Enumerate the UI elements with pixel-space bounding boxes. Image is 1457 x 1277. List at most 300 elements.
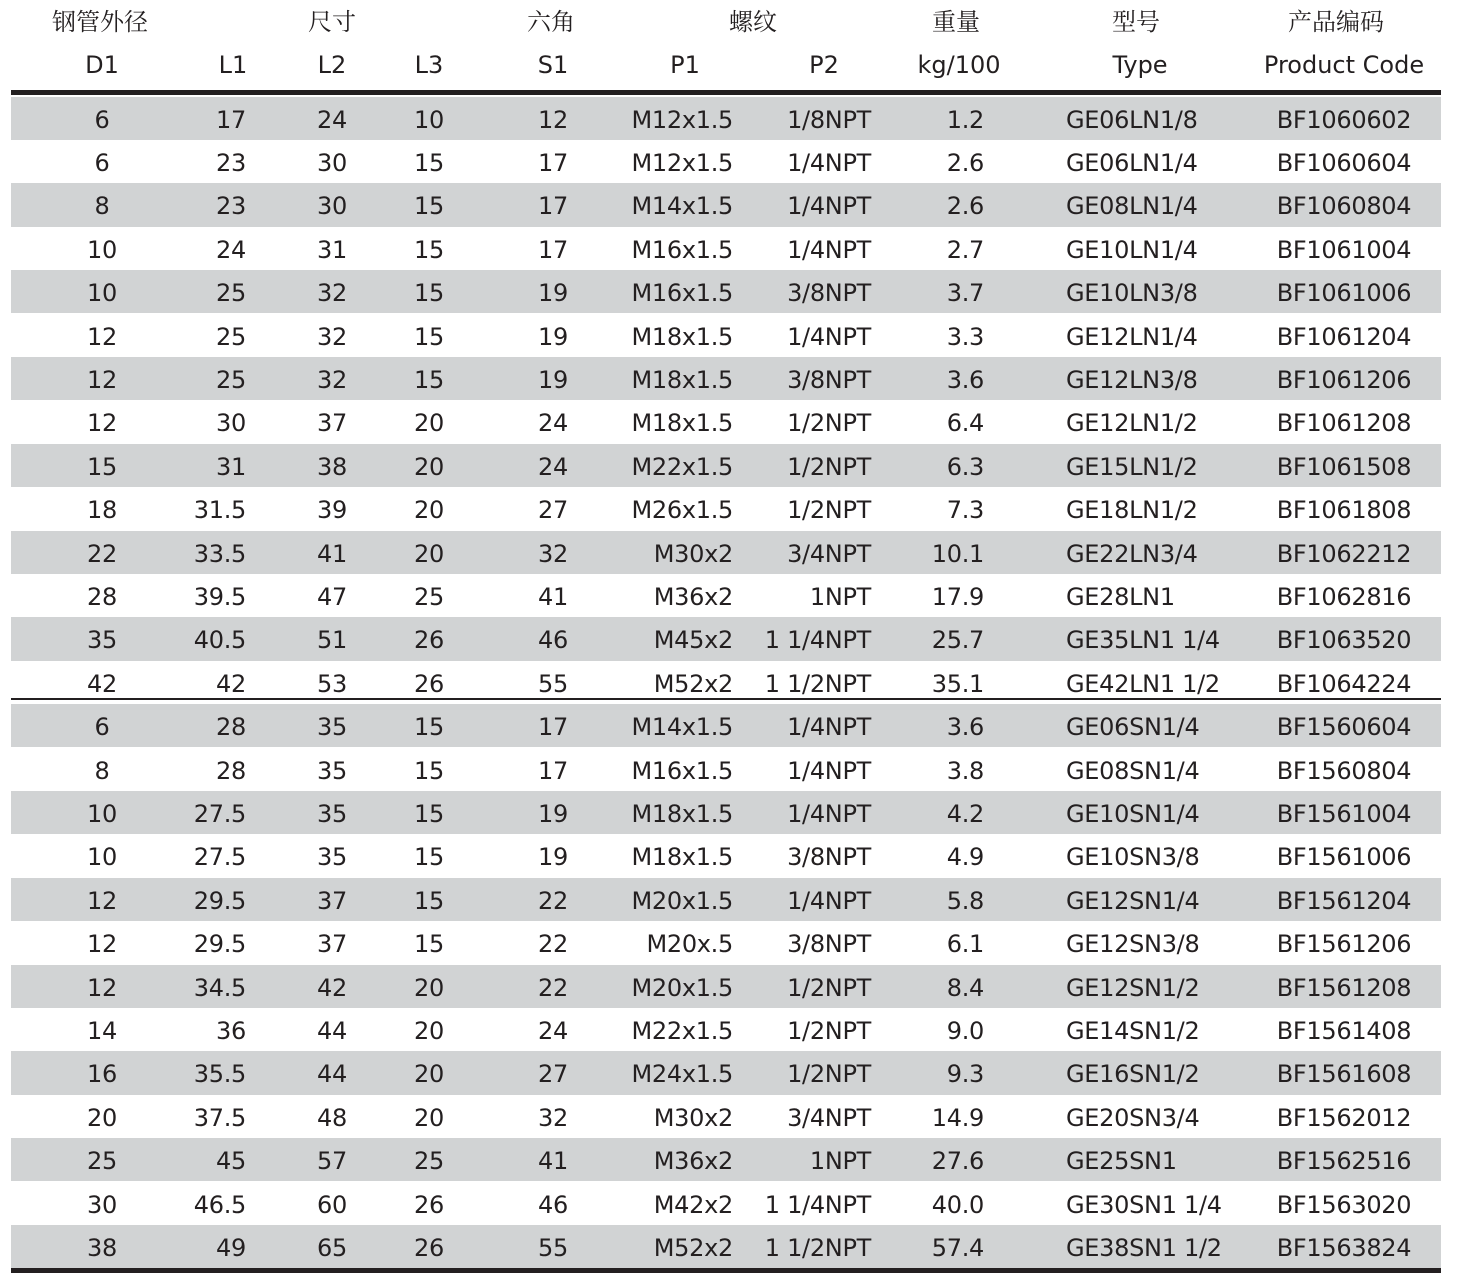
- cell-d1: 12: [87, 973, 117, 1002]
- cell-d1: 12: [87, 322, 117, 351]
- cell-type: GE12SN3/8: [1066, 930, 1200, 959]
- cell-p1: M16x1.5: [631, 756, 733, 785]
- cell-p2: 1/2NPT: [787, 496, 871, 525]
- section-divider: [11, 698, 1441, 700]
- cell-weight: 4.2: [946, 799, 984, 828]
- cell-l2: 32: [317, 365, 347, 394]
- cell-code: BF1561206: [1276, 930, 1412, 959]
- cell-l1: 25: [216, 279, 246, 308]
- cell-d1: 42: [87, 669, 117, 698]
- cell-l2: 37: [317, 886, 347, 915]
- cell-s1: 46: [538, 626, 568, 655]
- cell-p2: 3/8NPT: [787, 843, 871, 872]
- cell-l3: 20: [414, 973, 444, 1002]
- cell-type: GE08LN1/4: [1066, 192, 1198, 221]
- cell-s1: 41: [538, 582, 568, 611]
- cell-weight: 6.3: [946, 452, 984, 481]
- cell-p2: 1 1/4NPT: [764, 626, 871, 655]
- header-l1: L1: [218, 51, 248, 79]
- cell-s1: 17: [538, 756, 568, 785]
- cell-weight: 3.7: [946, 279, 984, 308]
- cell-l3: 15: [414, 756, 444, 785]
- header-hex: 六角: [527, 8, 575, 36]
- cell-type: GE14SN1/2: [1066, 1016, 1200, 1045]
- cell-l2: 35: [317, 799, 347, 828]
- cell-code: BF1561204: [1276, 886, 1412, 915]
- cell-type: GE16SN1/2: [1066, 1060, 1200, 1089]
- cell-type: GE28LN1: [1066, 582, 1175, 611]
- cell-p1: M12x1.5: [631, 105, 733, 134]
- cell-d1: 20: [87, 1103, 117, 1132]
- table-row: [11, 140, 1441, 183]
- cell-code: BF1061004: [1276, 235, 1412, 264]
- header-p1: P1: [670, 51, 700, 79]
- table-row: [11, 878, 1441, 921]
- cell-code: BF1561608: [1276, 1060, 1412, 1089]
- cell-s1: 22: [538, 930, 568, 959]
- cell-s1: 46: [538, 1190, 568, 1219]
- cell-weight: 10.1: [931, 539, 984, 568]
- table-row: [11, 1008, 1441, 1051]
- cell-p1: M18x1.5: [631, 843, 733, 872]
- header-s1: S1: [537, 51, 569, 79]
- header-type: Type: [1112, 51, 1168, 79]
- cell-l1: 31.5: [193, 496, 246, 525]
- cell-d1: 6: [94, 105, 110, 134]
- cell-code: BF1561004: [1276, 799, 1412, 828]
- cell-type: GE15LN1/2: [1066, 452, 1198, 481]
- cell-s1: 32: [538, 1103, 568, 1132]
- cell-code: BF1062816: [1276, 582, 1412, 611]
- table-row: [11, 574, 1441, 617]
- cell-l2: 41: [317, 539, 347, 568]
- cell-p1: M20x.5: [646, 930, 733, 959]
- cell-type: GE12LN1/4: [1066, 322, 1198, 351]
- cell-p2: 3/4NPT: [787, 1103, 871, 1132]
- cell-s1: 17: [538, 192, 568, 221]
- cell-l1: 46.5: [193, 1190, 246, 1219]
- cell-p2: 1NPT: [809, 582, 871, 611]
- cell-weight: 2.6: [946, 192, 984, 221]
- cell-code: BF1563020: [1276, 1190, 1412, 1219]
- cell-type: GE06SN1/4: [1066, 713, 1200, 742]
- cell-p1: M24x1.5: [631, 1060, 733, 1089]
- cell-code: BF1061508: [1276, 452, 1412, 481]
- cell-l2: 32: [317, 279, 347, 308]
- cell-l2: 51: [317, 626, 347, 655]
- cell-p1: M30x2: [653, 1103, 733, 1132]
- cell-d1: 10: [87, 235, 117, 264]
- cell-d1: 12: [87, 365, 117, 394]
- cell-p1: M20x1.5: [631, 886, 733, 915]
- cell-d1: 25: [87, 1147, 117, 1176]
- cell-l3: 15: [414, 713, 444, 742]
- table-row: [11, 444, 1441, 487]
- cell-d1: 18: [87, 496, 117, 525]
- cell-l1: 36: [216, 1016, 246, 1045]
- cell-l3: 15: [414, 148, 444, 177]
- cell-p1: M52x2: [653, 1233, 733, 1262]
- cell-type: GE30SN1 1/4: [1066, 1190, 1222, 1219]
- cell-code: BF1560804: [1276, 756, 1412, 785]
- cell-l3: 25: [414, 582, 444, 611]
- table-row: [11, 1138, 1441, 1181]
- cell-s1: 19: [538, 843, 568, 872]
- table-row: [11, 97, 1441, 140]
- cell-code: BF1061808: [1276, 496, 1412, 525]
- cell-l1: 28: [216, 756, 246, 785]
- bottom-rule: [11, 1268, 1441, 1273]
- cell-s1: 17: [538, 235, 568, 264]
- cell-weight: 7.3: [946, 496, 984, 525]
- cell-weight: 3.6: [946, 365, 984, 394]
- cell-weight: 35.1: [931, 669, 984, 698]
- cell-d1: 8: [94, 756, 110, 785]
- cell-code: BF1062212: [1276, 539, 1412, 568]
- cell-code: BF1060602: [1276, 105, 1412, 134]
- cell-d1: 30: [87, 1190, 117, 1219]
- cell-code: BF1061204: [1276, 322, 1412, 351]
- cell-p1: M22x1.5: [631, 452, 733, 481]
- table-row: [11, 227, 1441, 270]
- cell-type: GE12LN3/8: [1066, 365, 1198, 394]
- cell-weight: 9.3: [946, 1060, 984, 1089]
- cell-type: GE10SN3/8: [1066, 843, 1200, 872]
- cell-s1: 19: [538, 322, 568, 351]
- cell-d1: 8: [94, 192, 110, 221]
- cell-l2: 65: [317, 1233, 347, 1262]
- cell-l1: 29.5: [193, 930, 246, 959]
- cell-type: GE06LN1/4: [1066, 148, 1198, 177]
- cell-p1: M36x2: [653, 1147, 733, 1176]
- cell-p1: M42x2: [653, 1190, 733, 1219]
- cell-weight: 57.4: [931, 1233, 984, 1262]
- cell-l3: 20: [414, 1103, 444, 1132]
- cell-d1: 10: [87, 843, 117, 872]
- cell-l1: 37.5: [193, 1103, 246, 1132]
- cell-p1: M16x1.5: [631, 235, 733, 264]
- cell-l1: 25: [216, 365, 246, 394]
- cell-l2: 30: [317, 192, 347, 221]
- cell-l2: 38: [317, 452, 347, 481]
- cell-l3: 15: [414, 192, 444, 221]
- cell-l2: 37: [317, 930, 347, 959]
- cell-s1: 12: [538, 105, 568, 134]
- cell-l2: 35: [317, 756, 347, 785]
- cell-type: GE25SN1: [1066, 1147, 1177, 1176]
- cell-type: GE12LN1/2: [1066, 409, 1198, 438]
- cell-code: BF1060804: [1276, 192, 1412, 221]
- cell-p2: 1/2NPT: [787, 452, 871, 481]
- cell-s1: 22: [538, 973, 568, 1002]
- header-d1: D1: [85, 51, 119, 79]
- cell-l2: 37: [317, 409, 347, 438]
- table-row: [11, 834, 1441, 877]
- cell-p2: 1/4NPT: [787, 235, 871, 264]
- cell-type: GE20SN3/4: [1066, 1103, 1200, 1132]
- cell-l1: 30: [216, 409, 246, 438]
- table-row: [11, 270, 1441, 313]
- cell-p1: M12x1.5: [631, 148, 733, 177]
- cell-l2: 42: [317, 973, 347, 1002]
- cell-weight: 40.0: [931, 1190, 984, 1219]
- header-dimensions: 尺寸: [308, 8, 356, 36]
- cell-p1: M18x1.5: [631, 365, 733, 394]
- cell-p2: 1/4NPT: [787, 322, 871, 351]
- cell-weight: 27.6: [931, 1147, 984, 1176]
- cell-s1: 32: [538, 539, 568, 568]
- cell-l2: 32: [317, 322, 347, 351]
- header-weight: 重量: [932, 8, 980, 36]
- cell-p1: M20x1.5: [631, 973, 733, 1002]
- cell-l2: 44: [317, 1016, 347, 1045]
- cell-code: BF1061208: [1276, 409, 1412, 438]
- cell-p2: 1/2NPT: [787, 973, 871, 1002]
- cell-weight: 2.7: [946, 235, 984, 264]
- cell-l3: 15: [414, 886, 444, 915]
- cell-code: BF1562516: [1276, 1147, 1412, 1176]
- cell-weight: 8.4: [946, 973, 984, 1002]
- cell-p2: 1/4NPT: [787, 148, 871, 177]
- cell-l3: 26: [414, 1190, 444, 1219]
- table-row: [11, 1095, 1441, 1138]
- table-row: [11, 965, 1441, 1008]
- cell-p1: M14x1.5: [631, 192, 733, 221]
- cell-l2: 24: [317, 105, 347, 134]
- cell-type: GE08SN1/4: [1066, 756, 1200, 785]
- cell-type: GE18LN1/2: [1066, 496, 1198, 525]
- header-p2: P2: [809, 51, 839, 79]
- cell-l1: 40.5: [193, 626, 246, 655]
- cell-l3: 20: [414, 496, 444, 525]
- cell-code: BF1561408: [1276, 1016, 1412, 1045]
- cell-d1: 12: [87, 409, 117, 438]
- cell-s1: 24: [538, 452, 568, 481]
- cell-type: GE12SN1/4: [1066, 886, 1200, 915]
- cell-weight: 3.6: [946, 713, 984, 742]
- cell-p2: 1/2NPT: [787, 409, 871, 438]
- cell-s1: 55: [538, 1233, 568, 1262]
- cell-l3: 20: [414, 1060, 444, 1089]
- cell-l1: 45: [216, 1147, 246, 1176]
- cell-d1: 16: [87, 1060, 117, 1089]
- cell-s1: 22: [538, 886, 568, 915]
- cell-d1: 10: [87, 799, 117, 828]
- cell-p2: 1 1/2NPT: [764, 1233, 871, 1262]
- header-model: 型号: [1112, 8, 1160, 36]
- cell-type: GE10LN1/4: [1066, 235, 1198, 264]
- cell-type: GE10SN1/4: [1066, 799, 1200, 828]
- cell-s1: 24: [538, 409, 568, 438]
- cell-l3: 20: [414, 1016, 444, 1045]
- cell-l2: 53: [317, 669, 347, 698]
- header-outer-diameter: 钢管外径: [52, 8, 148, 36]
- cell-p2: 1NPT: [809, 1147, 871, 1176]
- cell-d1: 10: [87, 279, 117, 308]
- cell-code: BF1561208: [1276, 973, 1412, 1002]
- cell-p2: 1/4NPT: [787, 192, 871, 221]
- cell-l1: 49: [216, 1233, 246, 1262]
- cell-l1: 25: [216, 322, 246, 351]
- cell-code: BF1061006: [1276, 279, 1412, 308]
- cell-type: GE10LN3/8: [1066, 279, 1198, 308]
- cell-l1: 35.5: [193, 1060, 246, 1089]
- cell-l3: 15: [414, 930, 444, 959]
- table-row: [11, 791, 1441, 834]
- cell-d1: 6: [94, 713, 110, 742]
- cell-d1: 22: [87, 539, 117, 568]
- cell-weight: 1.2: [946, 105, 984, 134]
- table-row: [11, 1225, 1441, 1268]
- cell-s1: 19: [538, 279, 568, 308]
- cell-l2: 48: [317, 1103, 347, 1132]
- cell-weight: 17.9: [931, 582, 984, 611]
- cell-s1: 41: [538, 1147, 568, 1176]
- cell-weight: 6.1: [946, 930, 984, 959]
- cell-type: GE06LN1/8: [1066, 105, 1198, 134]
- cell-weight: 4.9: [946, 843, 984, 872]
- cell-l2: 39: [317, 496, 347, 525]
- header-product-code-cn: 产品编码: [1288, 8, 1384, 36]
- cell-type: GE12SN1/2: [1066, 973, 1200, 1002]
- cell-l1: 23: [216, 148, 246, 177]
- cell-p2: 3/8NPT: [787, 365, 871, 394]
- cell-l3: 20: [414, 409, 444, 438]
- cell-l3: 25: [414, 1147, 444, 1176]
- cell-l3: 26: [414, 669, 444, 698]
- cell-type: GE35LN1 1/4: [1066, 626, 1220, 655]
- cell-d1: 14: [87, 1016, 117, 1045]
- table-row: [11, 617, 1441, 660]
- cell-weight: 3.8: [946, 756, 984, 785]
- cell-l2: 57: [317, 1147, 347, 1176]
- cell-p2: 3/8NPT: [787, 279, 871, 308]
- cell-p2: 1/4NPT: [787, 713, 871, 742]
- cell-weight: 6.4: [946, 409, 984, 438]
- cell-weight: 5.8: [946, 886, 984, 915]
- cell-l3: 15: [414, 279, 444, 308]
- cell-p1: M36x2: [653, 582, 733, 611]
- cell-s1: 27: [538, 1060, 568, 1089]
- cell-p2: 1/8NPT: [787, 105, 871, 134]
- header-l2: L2: [317, 51, 347, 79]
- cell-l3: 26: [414, 1233, 444, 1262]
- cell-code: BF1064224: [1276, 669, 1412, 698]
- cell-code: BF1560604: [1276, 713, 1412, 742]
- cell-p1: M14x1.5: [631, 713, 733, 742]
- cell-l2: 30: [317, 148, 347, 177]
- table-row: [11, 183, 1441, 226]
- cell-weight: 9.0: [946, 1016, 984, 1045]
- cell-l3: 20: [414, 452, 444, 481]
- cell-weight: 3.3: [946, 322, 984, 351]
- cell-p1: M18x1.5: [631, 322, 733, 351]
- cell-d1: 35: [87, 626, 117, 655]
- cell-l1: 24: [216, 235, 246, 264]
- cell-l1: 33.5: [193, 539, 246, 568]
- cell-weight: 14.9: [931, 1103, 984, 1132]
- cell-l3: 26: [414, 626, 444, 655]
- cell-l1: 27.5: [193, 843, 246, 872]
- cell-d1: 15: [87, 452, 117, 481]
- cell-d1: 6: [94, 148, 110, 177]
- cell-p1: M52x2: [653, 669, 733, 698]
- cell-l2: 47: [317, 582, 347, 611]
- cell-code: BF1563824: [1276, 1233, 1412, 1262]
- cell-d1: 12: [87, 886, 117, 915]
- cell-s1: 55: [538, 669, 568, 698]
- cell-p1: M30x2: [653, 539, 733, 568]
- table-row: [11, 487, 1441, 530]
- cell-type: GE38SN1 1/2: [1066, 1233, 1222, 1262]
- cell-p2: 1 1/2NPT: [764, 669, 871, 698]
- cell-p1: M22x1.5: [631, 1016, 733, 1045]
- cell-l2: 35: [317, 713, 347, 742]
- cell-l3: 15: [414, 235, 444, 264]
- table-row: [11, 748, 1441, 791]
- cell-s1: 19: [538, 799, 568, 828]
- cell-p2: 1 1/4NPT: [764, 1190, 871, 1219]
- table-row: [11, 1182, 1441, 1225]
- cell-l1: 31: [216, 452, 246, 481]
- cell-l1: 23: [216, 192, 246, 221]
- cell-l1: 27.5: [193, 799, 246, 828]
- header-weight-unit: kg/100: [917, 51, 1001, 79]
- header-l3: L3: [414, 51, 444, 79]
- cell-p2: 1/4NPT: [787, 756, 871, 785]
- cell-d1: 38: [87, 1233, 117, 1262]
- cell-l3: 20: [414, 539, 444, 568]
- cell-p2: 3/4NPT: [787, 539, 871, 568]
- cell-s1: 17: [538, 713, 568, 742]
- cell-p1: M16x1.5: [631, 279, 733, 308]
- cell-code: BF1060604: [1276, 148, 1412, 177]
- cell-p1: M26x1.5: [631, 496, 733, 525]
- cell-p2: 1/2NPT: [787, 1016, 871, 1045]
- cell-d1: 12: [87, 930, 117, 959]
- header-product-code: Product Code: [1263, 51, 1425, 79]
- header-thread: 螺纹: [729, 8, 777, 36]
- cell-l1: 42: [216, 669, 246, 698]
- cell-code: BF1561006: [1276, 843, 1412, 872]
- cell-p1: M45x2: [653, 626, 733, 655]
- table-row: [11, 1051, 1441, 1094]
- cell-l1: 29.5: [193, 886, 246, 915]
- cell-l1: 28: [216, 713, 246, 742]
- table-row: [11, 704, 1441, 747]
- cell-l3: 15: [414, 322, 444, 351]
- table-row: [11, 400, 1441, 443]
- table-row: [11, 921, 1441, 964]
- cell-d1: 28: [87, 582, 117, 611]
- table-row: [11, 357, 1441, 400]
- cell-s1: 19: [538, 365, 568, 394]
- cell-weight: 2.6: [946, 148, 984, 177]
- cell-p1: M18x1.5: [631, 799, 733, 828]
- cell-weight: 25.7: [931, 626, 984, 655]
- cell-p2: 3/8NPT: [787, 930, 871, 959]
- cell-s1: 24: [538, 1016, 568, 1045]
- cell-l2: 35: [317, 843, 347, 872]
- table-row: [11, 314, 1441, 357]
- cell-p2: 1/4NPT: [787, 799, 871, 828]
- header-rule: [11, 90, 1441, 95]
- cell-code: BF1562012: [1276, 1103, 1412, 1132]
- cell-p2: 1/2NPT: [787, 1060, 871, 1089]
- cell-l3: 15: [414, 799, 444, 828]
- cell-l2: 44: [317, 1060, 347, 1089]
- cell-l1: 17: [216, 105, 246, 134]
